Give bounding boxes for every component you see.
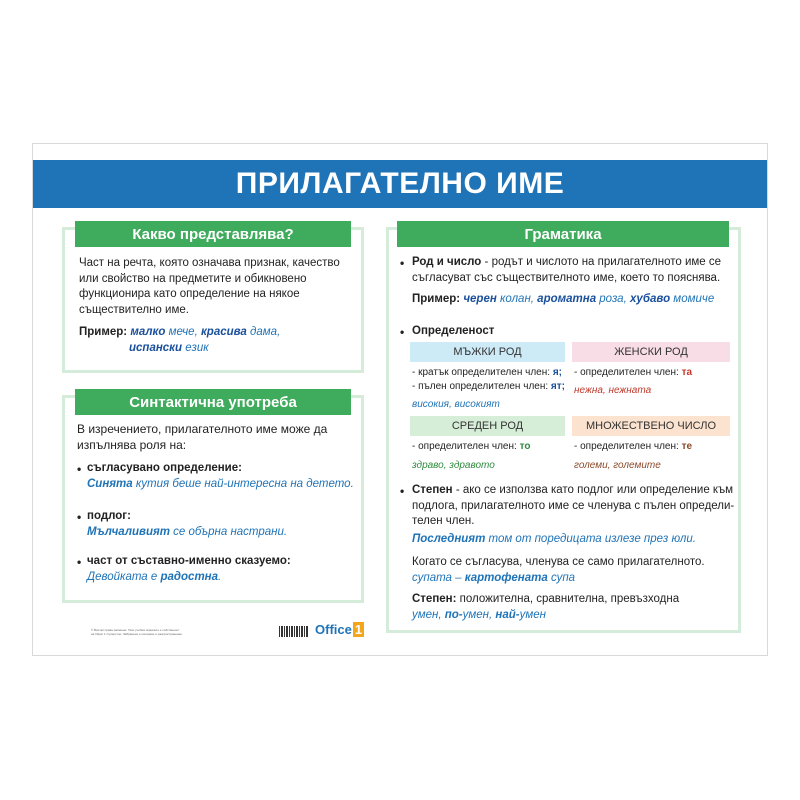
example-adj: испански (129, 341, 183, 354)
degree-text-3: телен член. (412, 515, 475, 527)
tag-female: ЖЕНСКИ РОД (572, 342, 730, 362)
grammar-example-adj: черен (463, 293, 497, 305)
plural-suffix: те (681, 441, 693, 452)
footer-line-2: на Офис 1 Суперстор. Забранено е копиране и разпространение. (91, 632, 183, 636)
panel-syntax (62, 395, 364, 603)
rod-text-2: съгласуват със съществителното име, което то пояснява. (412, 271, 721, 284)
what-line-2: или свойство на предметите и обикновено (79, 272, 307, 285)
plural-example: големи, големите (574, 460, 661, 471)
what-text (79, 256, 359, 318)
poster (32, 143, 768, 656)
bullet-dot: • (77, 510, 82, 524)
female-rules (574, 366, 734, 398)
degrees-example: умен, (462, 608, 496, 621)
neuter-suffix: то (519, 441, 531, 452)
grammar-example-noun: колан, (496, 293, 538, 305)
grammar-example-adj: хубаво (629, 293, 671, 305)
logo-text: Office (315, 622, 352, 637)
syntax-item-label: част от съставно-именно сказуемо: (87, 555, 291, 567)
degree-example-adj: Последният (412, 532, 486, 545)
bullet-dot: • (400, 256, 405, 270)
title-bar (33, 160, 767, 208)
syntax-item-post: . (218, 570, 222, 583)
panel-grammar-heading: Граматика (397, 221, 729, 247)
plural-rules (574, 440, 734, 473)
grammar-rod (412, 255, 742, 308)
bullet-dot: • (400, 484, 405, 498)
syntax-item-rest: се обърна настрани. (169, 525, 288, 538)
degree-text-2: подлога, прилагателното име се членува с пълен определи- (412, 499, 735, 512)
grammar-example-label: Пример: (412, 293, 461, 305)
degree-example-rest: том от поредицата излезе през юли. (485, 532, 696, 545)
syntax-item-pre: Девойката е (87, 570, 161, 583)
agree-example-adj: картофената (464, 571, 548, 584)
syntax-intro-line-1: В изречението, прилагателното име може да (77, 422, 328, 436)
male-rules (412, 366, 572, 412)
panel-grammar (386, 227, 741, 633)
grammar-example-noun: момиче (670, 293, 715, 305)
neuter-rule: - определителен член: (412, 441, 520, 452)
office1-logo (315, 622, 364, 637)
degree-label: Степен (412, 484, 453, 496)
degrees-example-prefix: най- (495, 608, 520, 621)
bullet-dot: • (400, 325, 405, 339)
male-example: високия, високият (412, 399, 500, 410)
male-suffix-2: ят; (550, 381, 565, 392)
syntax-item-1 (87, 461, 357, 492)
degrees-example: умен, (412, 608, 445, 621)
footer-line-1: © Всички права запазени. Тази учебна помагало е собственост (91, 628, 180, 632)
agree-example: супата – (412, 571, 465, 584)
plural-rule: - определителен член: (574, 441, 682, 452)
grammar-degree (412, 483, 742, 623)
syntax-item-adj: радостна (160, 570, 219, 583)
syntax-intro (77, 422, 357, 453)
logo-number: 1 (354, 622, 363, 637)
degrees-label: Степен: (412, 593, 457, 605)
female-rule: - определителен член: (574, 367, 682, 378)
tag-neuter: СРЕДЕН РОД (410, 416, 565, 436)
degrees-text: положителна, сравнителна, превъзходна (456, 593, 680, 605)
example-noun: език (182, 341, 209, 354)
example-noun: мече, (165, 326, 201, 338)
female-suffix: та (681, 367, 693, 378)
what-line-4: съществително име. (79, 303, 189, 316)
syntax-item-3 (87, 554, 357, 585)
syntax-intro-line-2: изпълнява роля на: (77, 437, 187, 452)
neuter-rules (412, 440, 572, 473)
example-adj: малко (130, 326, 166, 338)
example-noun: дама, (246, 326, 281, 338)
grammar-example-noun: роза, (596, 293, 630, 305)
syntax-item-label: съгласувано определение: (87, 462, 242, 474)
tag-male: МЪЖКИ РОД (410, 342, 565, 362)
what-example (79, 325, 359, 356)
barcode-icon (279, 626, 309, 637)
footer-small-print (91, 628, 271, 636)
degree-text: - ако се използва като подлог или определение към (452, 484, 734, 496)
male-rule-2: - пълен определителен член: (412, 381, 551, 392)
example-adj: красива (200, 326, 247, 338)
grammar-example-adj: ароматна (537, 293, 597, 305)
syntax-item-2 (87, 509, 357, 540)
agree-text: Когато се съгласува, членува се само прилагателното. (412, 556, 705, 568)
what-line-3: функционира като определение на някое (79, 288, 300, 300)
rod-text: - родът и числото на прилагателното име се (481, 256, 722, 268)
rod-label: Род и число (412, 256, 482, 268)
panel-what (62, 227, 364, 373)
page-title: ПРИЛАГАТЕЛНО ИМЕ (235, 167, 565, 200)
panel-syntax-heading: Синтактична употреба (75, 389, 351, 415)
syntax-item-adj: Синята (87, 477, 133, 490)
syntax-item-label: подлог: (87, 510, 131, 522)
what-line-1: Част на речта, която означава признак, качество (79, 257, 340, 269)
degrees-example: умен (519, 608, 546, 621)
definiteness-label: Определеност (412, 325, 495, 337)
agree-example: супа (547, 571, 576, 584)
male-suffix-1: я; (552, 367, 562, 378)
neuter-example: здраво, здравото (412, 460, 495, 471)
syntax-item-rest: кутия беше най-интересна на детето. (132, 477, 354, 490)
degrees-example-prefix: по- (444, 608, 463, 621)
syntax-item-adj: Мълчаливият (87, 525, 170, 538)
bullet-dot: • (77, 462, 82, 476)
example-label: Пример: (79, 326, 128, 338)
female-example: нежна, нежната (574, 385, 652, 396)
panel-what-heading: Какво представлява? (75, 221, 351, 247)
bullet-dot: • (77, 555, 82, 569)
tag-plural: МНОЖЕСТВЕНО ЧИСЛО (572, 416, 730, 436)
male-rule-1: - кратък определителен член: (412, 367, 553, 378)
